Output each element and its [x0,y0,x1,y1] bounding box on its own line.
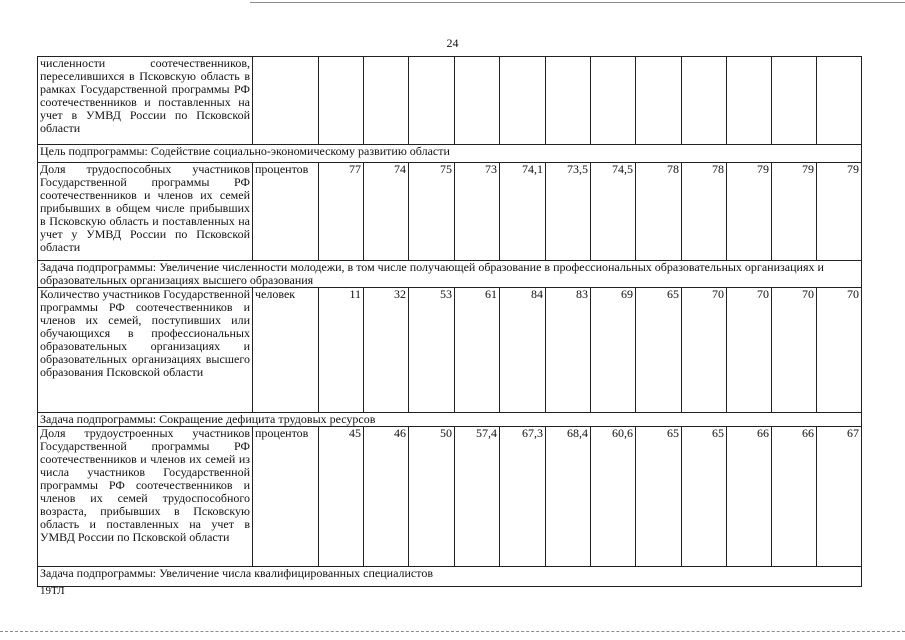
indicator-value-cell [591,57,636,145]
indicator-value-cell: 65 [636,427,682,567]
indicator-value-cell: 66 [727,427,772,567]
indicator-value-cell: 74 [364,163,409,261]
indicator-value-cell: 74,1 [500,163,546,261]
indicator-value-cell: 79 [772,163,817,261]
indicator-value-cell: 75 [409,163,455,261]
indicator-unit: процентов [253,427,319,567]
indicator-value-cell [727,57,772,145]
section-header-row [38,145,862,163]
indicator-value-cell: 45 [319,427,364,567]
indicator-name: Количество участников Государственной программы РФ соотечественников и членов их семей, поступивших или обучающихся в профессиональных образовательных организациях и образовательных организациях высшего образования Псковской области [38,288,253,413]
indicator-value-cell: 84 [500,288,546,413]
indicator-value-cell: 79 [817,163,862,261]
indicator-value-cell: 60,6 [591,427,636,567]
section-header-text: Задача подпрограммы: Увеличение числа квалифицированных специалистов [38,567,862,587]
scan-edge-top [250,2,905,3]
indicator-value-cell: 53 [409,288,455,413]
indicators-table [37,56,862,587]
indicator-value-cell: 70 [727,288,772,413]
indicator-value-cell [636,57,682,145]
indicator-value-cell: 79 [727,163,772,261]
indicator-value-cell: 65 [636,288,682,413]
section-header-text: Задача подпрограммы: Сокращение дефицита трудовых ресурсов [38,413,862,427]
indicator-name: Доля трудоустроенных участников Государственной программы РФ соотечественников и членов их семей из числа участников Государственной программы РФ соотечественников и членов их семей трудоспособного возраста, прибывших в Псковскую область и поставленных на учет в УМВД России по Псковской области [38,427,253,567]
indicator-name: численности соотечественников, переселившихся в Псковскую область в рамках Государственной программы РФ соотечественников и поставленных на учет в УМВД России по Псковской области [38,57,253,145]
indicator-value-cell: 70 [772,288,817,413]
indicator-unit: процентов [253,163,319,261]
indicator-value-cell: 57,4 [455,427,500,567]
indicator-value-cell: 74,5 [591,163,636,261]
indicator-unit: человек [253,288,319,413]
indicator-value-cell [682,57,727,145]
indicator-value-cell: 78 [636,163,682,261]
indicator-value-cell [546,57,591,145]
indicator-value-cell: 73 [455,163,500,261]
indicator-value-cell [817,57,862,145]
indicator-value-cell: 73,5 [546,163,591,261]
indicator-value-cell: 11 [319,288,364,413]
indicator-row [38,288,862,413]
indicator-value-cell: 32 [364,288,409,413]
indicator-value-cell: 67,3 [500,427,546,567]
section-header-text: Задача подпрограммы: Увеличение численности молодежи, в том числе получающей образование в профессиональных образовательных организациях и образовательных организациях высшего образования [38,261,862,288]
indicator-value-cell [772,57,817,145]
indicator-value-cell: 70 [817,288,862,413]
section-header-row [38,261,862,288]
indicator-row [38,57,862,145]
indicator-value-cell: 77 [319,163,364,261]
footer-code: 19ТЛ [40,585,65,597]
indicator-value-cell: 78 [682,163,727,261]
indicator-value-cell: 69 [591,288,636,413]
indicator-value-cell: 46 [364,427,409,567]
indicator-value-cell: 65 [682,427,727,567]
indicator-row [38,427,862,567]
indicator-row [38,163,862,261]
page-number: 24 [446,36,459,50]
indicator-unit [253,57,319,145]
indicator-value-cell [455,57,500,145]
indicator-value-cell: 83 [546,288,591,413]
indicator-value-cell: 66 [772,427,817,567]
indicator-value-cell: 61 [455,288,500,413]
indicator-value-cell: 70 [682,288,727,413]
indicator-value-cell: 50 [409,427,455,567]
indicator-value-cell [409,57,455,145]
indicator-name: Доля трудоспособных участников Государственной программы РФ соотечественников и членов их семей прибывших в общем числе прибывших в Псковскую область и поставленных на учет у УМВД России по Псковской области [38,163,253,261]
section-header-row [38,413,862,427]
scan-edge-bottom [0,631,905,632]
indicator-value-cell [364,57,409,145]
indicator-value-cell [500,57,546,145]
section-header-row [38,567,862,587]
indicator-value-cell: 67 [817,427,862,567]
indicator-value-cell [319,57,364,145]
section-header-text: Цель подпрограммы: Содействие социально-экономическому развитию области [38,145,862,163]
indicator-value-cell: 68,4 [546,427,591,567]
